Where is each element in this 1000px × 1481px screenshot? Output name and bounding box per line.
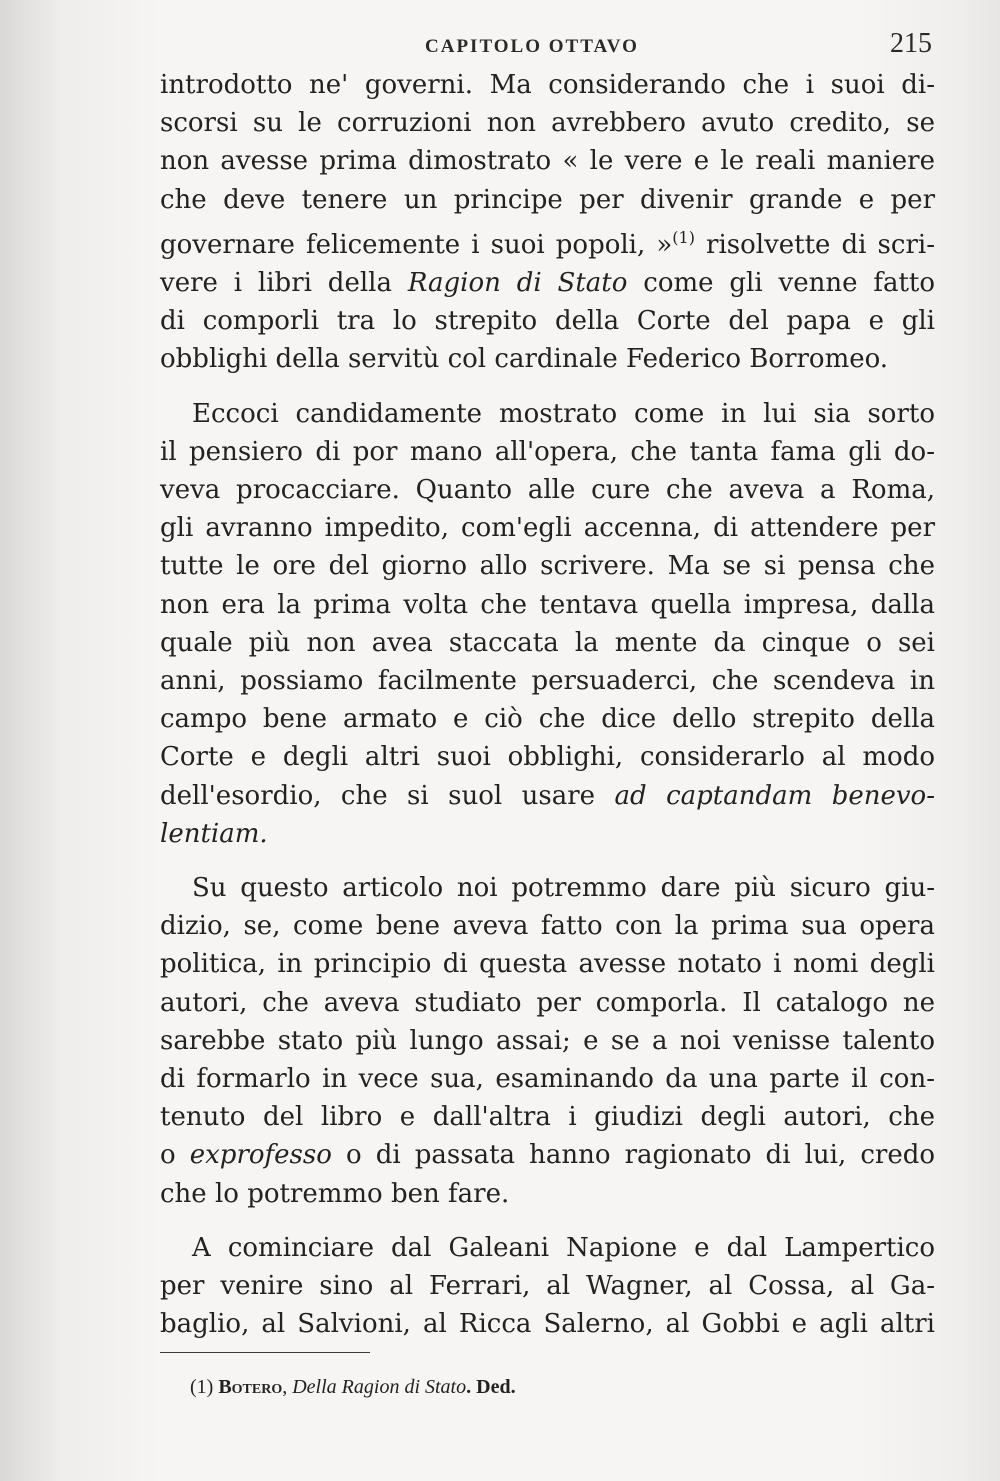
text-line: introdotto ne' governi. Ma considerando che i suoi di- — [160, 70, 935, 100]
italic-phrase: exprofesso — [189, 1140, 332, 1171]
text-line: di formarlo in vece sua, esaminando da una parte il con- — [160, 1064, 935, 1095]
text-line: che lo potremmo ben fare. — [160, 1178, 510, 1209]
text-line — [160, 1136, 935, 1174]
footnote-ref: (1) — [672, 227, 695, 247]
text-segment: dell'esordio, che si suol usare — [160, 780, 615, 811]
text-line: campo bene armato e ciò che dice dello strepito della — [160, 704, 935, 735]
text-line: dizio, se, come bene aveva fatto con la prima sua opera — [160, 911, 935, 942]
text-line: Su questo articolo noi potremmo dare più sicuro giu- — [192, 873, 935, 904]
chapter-title: CAPITOLO OTTAVO — [425, 36, 639, 57]
body-text — [160, 66, 935, 1344]
text-line: anni, possiamo facilmente persuaderci, che scendeva in — [160, 666, 935, 697]
footnote-separator: , — [282, 1376, 293, 1398]
text-line: lentiam. — [160, 818, 268, 849]
text-line — [160, 219, 935, 264]
text-line: che deve tenere un principe per divenir grande e per — [160, 184, 935, 215]
text-line: il pensiero di por mano all'opera, che tanta fama gli do- — [160, 436, 935, 467]
footnote-dedication: . Ded. — [466, 1376, 516, 1398]
text-segment: risolvette di scri- — [694, 229, 935, 260]
italic-phrase: ad captandam benevo- — [614, 780, 935, 811]
text-line: A cominciare dal Galeani Napione e dal Lampertico — [192, 1232, 935, 1263]
footnote-marker: (1) — [190, 1376, 214, 1398]
text-line: obblighi della servitù col cardinale Federico Borromeo. — [160, 344, 889, 375]
footnote-author: Botero — [218, 1376, 283, 1398]
text-line: di comporli tra lo strepito della Corte del papa e gli — [160, 306, 935, 337]
text-line: scorsi su le corruzioni non avrebbero avuto credito, se — [160, 108, 935, 139]
text-line: quale più non avea staccata la mente da cinque o sei — [160, 627, 935, 658]
text-line: autori, che aveva studiato per comporla. Il catalogo ne — [160, 987, 935, 1018]
text-line — [160, 264, 935, 302]
text-line: veva procacciare. Quanto alle cure che aveva a Roma, — [160, 475, 935, 506]
paragraph-3 — [160, 869, 935, 1213]
text-segment: o di passata hanno ragionato di lui, credo — [331, 1140, 936, 1171]
page-number: 215 — [890, 28, 932, 59]
text-segment: governare felicemente i suoi popoli, » — [160, 229, 673, 260]
running-head — [160, 28, 940, 68]
text-line: Eccoci candidamente mostrato come in lui sia sorto — [192, 398, 935, 429]
text-line: politica, in principio di questa avesse notato i nomi degli — [160, 949, 935, 980]
text-segment: vere i libri della — [160, 268, 408, 299]
text-line: sarebbe stato più lungo assai; e se a noi venisse talento — [160, 1025, 935, 1056]
text-line: tenuto del libro e dall'altra i giudizi degli autori, che — [160, 1102, 935, 1133]
text-line: Corte e degli altri suoi obblighi, considerarlo al modo — [160, 742, 935, 773]
paragraph-4 — [160, 1229, 935, 1344]
footnote-divider — [160, 1352, 370, 1353]
text-segment: come gli venne fatto — [627, 268, 935, 299]
text-line: per venire sino al Ferrari, al Wagner, al Cossa, al Ga- — [160, 1271, 935, 1302]
footnote-title: Della Ragion di Stato — [292, 1376, 467, 1398]
text-line: tutte le ore del giorno allo scrivere. Ma se si pensa che — [160, 551, 935, 582]
italic-title: Ragion di Stato — [407, 268, 628, 299]
text-line: non era la prima volta che tentava quella impresa, dalla — [160, 589, 935, 620]
paragraph-1 — [160, 66, 935, 379]
text-line: baglio, al Salvioni, al Ricca Salerno, al Gobbi e agli altri — [160, 1309, 935, 1340]
text-segment: o — [160, 1140, 190, 1171]
text-line: gli avranno impedito, com'egli accenna, di attendere per — [160, 513, 935, 544]
footnote — [190, 1376, 516, 1399]
text-line: non avesse prima dimostrato « le vere e le reali maniere — [160, 146, 935, 177]
paragraph-2 — [160, 395, 935, 853]
text-line — [160, 777, 935, 815]
